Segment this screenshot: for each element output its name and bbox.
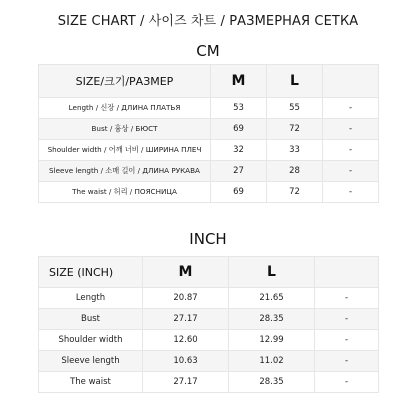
table-row — [39, 182, 379, 203]
cm-unit-heading: CM — [196, 42, 220, 60]
row-value-m: 12.60 — [143, 330, 229, 351]
row-label: Bust / 흉상 / БЮСТ — [39, 119, 211, 140]
row-value-extra: - — [315, 309, 379, 330]
cm-table-header — [39, 65, 379, 98]
cm-header-size: SIZE/크기/РАЗМЕР — [39, 65, 211, 98]
row-value-l: 72 — [267, 182, 323, 203]
row-label: The waist / 허리 / ПОЯСНИЦА — [39, 182, 211, 203]
row-value-extra: - — [315, 330, 379, 351]
row-value-extra: - — [323, 161, 379, 182]
row-value-extra: - — [315, 288, 379, 309]
row-value-l: 11.02 — [229, 351, 315, 372]
table-row — [39, 351, 379, 372]
row-value-extra: - — [323, 182, 379, 203]
row-value-l: 21.65 — [229, 288, 315, 309]
row-value-extra: - — [315, 351, 379, 372]
row-label: Length / 신장 / ДЛИНА ПЛАТЬЯ — [39, 98, 211, 119]
table-row — [39, 119, 379, 140]
inch-header-l: L — [229, 257, 315, 288]
row-label: Bust — [39, 309, 143, 330]
cm-size-table — [38, 64, 379, 203]
row-value-l: 12.99 — [229, 330, 315, 351]
table-row — [39, 161, 379, 182]
table-row — [39, 372, 379, 393]
row-value-l: 33 — [267, 140, 323, 161]
row-value-m: 53 — [211, 98, 267, 119]
row-value-l: 72 — [267, 119, 323, 140]
table-row — [39, 309, 379, 330]
row-value-m: 69 — [211, 182, 267, 203]
row-value-extra: - — [323, 98, 379, 119]
size-chart-title: SIZE CHART / 사이즈 차트 / РАЗМЕРНАЯ СЕТКА — [57, 14, 359, 29]
table-row — [39, 288, 379, 309]
table-row — [39, 98, 379, 119]
row-label: Length — [39, 288, 143, 309]
row-label: Shoulder width — [39, 330, 143, 351]
row-value-m: 27 — [211, 161, 267, 182]
row-value-m: 69 — [211, 119, 267, 140]
cm-header-m: M — [211, 65, 267, 98]
row-label: The waist — [39, 372, 143, 393]
table-row — [39, 330, 379, 351]
row-value-m: 32 — [211, 140, 267, 161]
row-value-l: 28.35 — [229, 372, 315, 393]
cm-header-extra — [323, 65, 379, 98]
row-value-l: 28.35 — [229, 309, 315, 330]
row-label: Sleeve length — [39, 351, 143, 372]
inch-header-m: M — [143, 257, 229, 288]
row-value-extra: - — [315, 372, 379, 393]
row-value-extra: - — [323, 119, 379, 140]
row-value-m: 27.17 — [143, 309, 229, 330]
inch-header-extra — [315, 257, 379, 288]
row-value-m: 10.63 — [143, 351, 229, 372]
row-value-l: 55 — [267, 98, 323, 119]
row-value-m: 27.17 — [143, 372, 229, 393]
row-value-extra: - — [323, 140, 379, 161]
inch-header-size: SIZE (INCH) — [39, 257, 143, 288]
row-label: Shoulder width / 어깨 너비 / ШИРИНА ПЛЕЧ — [39, 140, 211, 161]
row-label: Sleeve length / 소매 길이 / ДЛИНА РУКАВА — [39, 161, 211, 182]
row-value-m: 20.87 — [143, 288, 229, 309]
inch-unit-heading: INCH — [189, 230, 227, 248]
row-value-l: 28 — [267, 161, 323, 182]
inch-table-header — [39, 257, 379, 288]
table-row — [39, 140, 379, 161]
cm-header-l: L — [267, 65, 323, 98]
inch-size-table — [38, 256, 379, 393]
